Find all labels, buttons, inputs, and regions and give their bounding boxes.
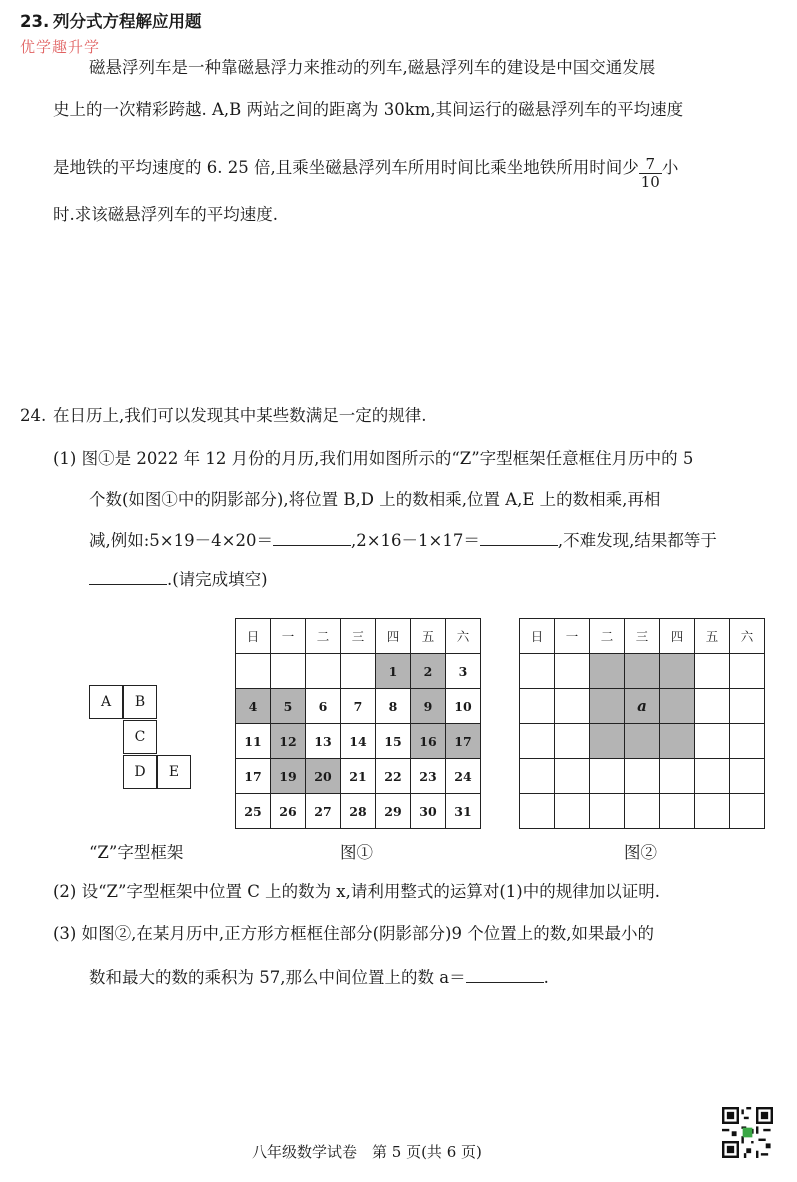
zframe-cell-b: B [123,685,157,719]
calendar-cell [625,794,660,829]
answer-blank-1[interactable] [273,531,351,546]
calendar-cell [590,689,625,724]
calendar-cell: 30 [411,794,446,829]
q23-title: 列分式方程解应用题 [53,12,202,31]
calendar-cell [625,654,660,689]
calendar-cell: 17 [236,759,271,794]
calendar-cell [590,724,625,759]
calendar-cell [520,689,555,724]
calendar-cell [625,724,660,759]
zframe-cell-e: E [157,755,191,789]
q24-p1-line3-b: ,2×16－1×17＝ [350,531,480,550]
weekday-header: 日 [520,619,555,654]
weekday-header: 一 [555,619,590,654]
calendar-cell [695,654,730,689]
calendar-cell: 12 [271,724,306,759]
calendar-cell [695,759,730,794]
zframe-cell-d: D [123,755,157,789]
calendar-cell: 10 [446,689,481,724]
calendar-cell: 20 [306,759,341,794]
calendar-cell [236,654,271,689]
calendar-cell: 1 [376,654,411,689]
calendar-cell [555,689,590,724]
q24-p3-line2-a: 数和最大的数的乘积为 57,那么中间位置上的数 a＝ [89,968,466,987]
calendar-cell: 6 [306,689,341,724]
calendar-cell: 14 [341,724,376,759]
calendar-cell [730,654,765,689]
weekday-header: 六 [446,619,481,654]
calendar-cell: 24 [446,759,481,794]
q24-p1-line2: 个数(如图①中的阴影部分),将位置 B,D 上的数相乘,位置 A,E 上的数相乘,再相 [89,490,661,509]
q24-p1-line4 [89,570,268,589]
calendar-cell: 21 [341,759,376,794]
calendar-cell [730,794,765,829]
calendar-cell: 28 [341,794,376,829]
calendar-cell [660,654,695,689]
calendar-cell [590,759,625,794]
q24-intro: 在日历上,我们可以发现其中某些数满足一定的规律. [53,406,427,425]
calendar-cell [660,724,695,759]
q24-p1-line3-a: 减,例如:5×19－4×20＝ [89,531,273,550]
weekday-header: 四 [376,619,411,654]
q23-line2: 史上的一次精彩跨越. A,B 两站之间的距离为 30km,其间运行的磁悬浮列车的平均速度 [53,100,684,119]
q24-p3-line1: (3) 如图②,在某月历中,正方形方框框住部分(阴影部分)9 个位置上的数,如果最小的 [53,924,654,943]
weekday-header: 一 [271,619,306,654]
watermark: 优学趣升学 [20,38,101,56]
calendar-cell: a [625,689,660,724]
calendar-cell: 17 [446,724,481,759]
calendar-cell: 29 [376,794,411,829]
calendar-cell [341,654,376,689]
q23-line1: 磁悬浮列车是一种靠磁悬浮力来推动的列车,磁悬浮列车的建设是中国交通发展 [89,58,656,77]
weekday-header: 五 [695,619,730,654]
q24-p3-line2 [89,968,549,987]
weekday-header: 六 [730,619,765,654]
q23-line3 [53,144,678,192]
calendar-cell: 31 [446,794,481,829]
calendar-cell [590,654,625,689]
calendar-fig1 [235,618,481,829]
calendar-cell: 11 [236,724,271,759]
weekday-header: 二 [590,619,625,654]
weekday-header: 日 [236,619,271,654]
q24-p3-line2-b: . [543,968,549,987]
q24-p1-line3-c: ,不难发现,结果都等于 [557,531,717,550]
calendar-cell [590,794,625,829]
fraction-denominator: 10 [640,173,660,192]
calendar-cell [695,689,730,724]
calendar-cell [625,759,660,794]
q23-line3-tail: 小 [661,157,679,177]
zframe-cell-a: A [89,685,123,719]
calendar-cell: 8 [376,689,411,724]
calendar-cell [520,654,555,689]
calendar-cell: 5 [271,689,306,724]
calendar-cell [555,654,590,689]
q24-p2: (2) 设“Z”字型框架中位置 C 上的数为 x,请利用整式的运算对(1)中的规律加以证明. [53,882,660,901]
calendar-cell: 25 [236,794,271,829]
calendar-cell: 4 [236,689,271,724]
weekday-header: 三 [341,619,376,654]
q23-line3-text: 是地铁的平均速度的 6. 25 倍,且乘坐磁悬浮列车所用时间比乘坐地铁所用时间少 [53,157,639,177]
answer-blank-3[interactable] [89,570,167,585]
qr-code-icon [722,1107,773,1158]
page-footer: 八年级数学试卷 第 5 页(共 6 页) [252,1143,482,1161]
zframe-caption: “Z”字型框架 [89,843,184,862]
calendar-cell: 26 [271,794,306,829]
q24-number: 24. [20,406,47,425]
fig2-caption: 图② [624,843,657,862]
calendar-cell [660,794,695,829]
answer-blank-2[interactable] [480,531,558,546]
q24-p1-line4-text: .(请完成填空) [167,570,268,589]
calendar-cell [520,759,555,794]
q24-p1-line1: (1) 图①是 2022 年 12 月份的月历,我们用如图所示的“Z”字型框架任意框住月历中的 5 [53,449,694,468]
calendar-cell [730,759,765,794]
calendar-cell [695,724,730,759]
calendar-cell: 19 [271,759,306,794]
calendar-cell: 13 [306,724,341,759]
fraction-numerator: 7 [639,156,662,174]
fig1-caption: 图① [340,843,373,862]
calendar-cell [520,794,555,829]
fraction [639,156,662,192]
weekday-header: 五 [411,619,446,654]
calendar-cell [555,759,590,794]
calendar-cell [695,794,730,829]
calendar-cell: 22 [376,759,411,794]
q23-number: 23. [20,12,50,31]
calendar-cell: 27 [306,794,341,829]
calendar-cell: 9 [411,689,446,724]
weekday-header: 三 [625,619,660,654]
calendar-cell [271,654,306,689]
q24-p1-line3 [89,531,717,550]
calendar-cell: 16 [411,724,446,759]
calendar-cell [730,689,765,724]
calendar-cell [555,724,590,759]
weekday-header: 二 [306,619,341,654]
calendar-cell: 23 [411,759,446,794]
q23-line4: 时.求该磁悬浮列车的平均速度. [53,205,278,224]
calendar-cell [306,654,341,689]
weekday-header: 四 [660,619,695,654]
calendar-cell: 15 [376,724,411,759]
calendar-cell [730,724,765,759]
calendar-cell: 2 [411,654,446,689]
calendar-cell [660,759,695,794]
calendar-cell [555,794,590,829]
calendar-cell: 7 [341,689,376,724]
answer-blank-4[interactable] [466,968,544,983]
zframe-cell-c: C [123,720,157,754]
calendar-fig2 [519,618,765,829]
calendar-cell [520,724,555,759]
calendar-cell: 3 [446,654,481,689]
calendar-cell [660,689,695,724]
